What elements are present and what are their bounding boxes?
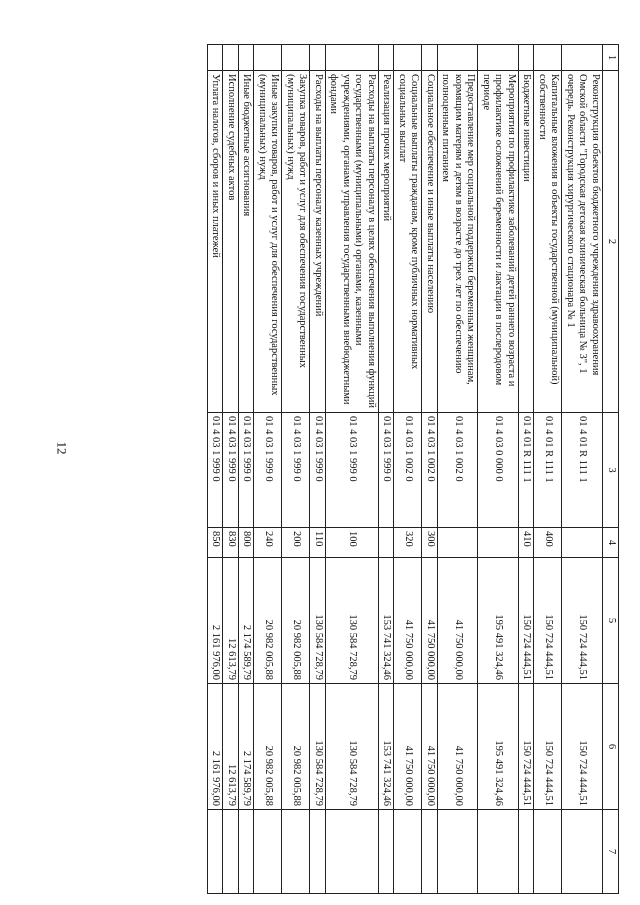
col7-cell	[519, 810, 535, 894]
row-number-cell	[326, 45, 379, 71]
header-row	[603, 45, 619, 894]
target-code-cell: 01 4 03 1 999 0	[310, 413, 326, 528]
item-name-cell: Предоставление мер социальной поддержки беременным женщинам, кормящим матерям и детям в возрасте до трех лет по обеспечению полноценным питанием	[438, 71, 479, 413]
amount-col6-cell: 20 982 005,88	[254, 684, 282, 810]
item-name-cell: Бюджетные инвестиции	[519, 71, 535, 413]
item-name-cell: Иные бюджетные ассигнования	[239, 71, 255, 413]
item-name-cell: Расходы на выплаты персоналу в целях обеспечения выполнения функций государственными (муниципальными) органами, казенными учреждениями, органами управления государственными внебюджетными фондами	[326, 71, 379, 413]
row-number-cell	[438, 45, 479, 71]
expense-type-cell	[438, 528, 479, 558]
col7-cell	[239, 810, 255, 894]
rotated-table-container	[59, 44, 619, 893]
table-row	[310, 45, 326, 894]
header-col-4: 4	[603, 528, 619, 558]
target-code-cell: 01 4 03 1 002 0	[394, 413, 422, 528]
amount-col6-cell: 41 750 000,00	[438, 684, 479, 810]
col7-cell	[326, 810, 379, 894]
budget-table	[207, 44, 619, 894]
expense-type-cell	[379, 528, 395, 558]
expense-type-cell: 240	[254, 528, 282, 558]
row-number-cell	[254, 45, 282, 71]
col7-cell	[310, 810, 326, 894]
amount-col6-cell: 41 750 000,00	[394, 684, 422, 810]
row-number-cell	[239, 45, 255, 71]
table-row	[519, 45, 535, 894]
table-row	[534, 45, 562, 894]
expense-type-cell: 320	[394, 528, 422, 558]
table-row	[326, 45, 379, 894]
amount-col6-cell: 2 174 589,79	[239, 684, 255, 810]
item-name-cell: Закупка товаров, работ и услуг для обеспечения государственных (муниципальных) нужд	[282, 71, 310, 413]
amount-col5-cell: 12 613,79	[223, 558, 239, 684]
amount-col5-cell: 150 724 444,51	[534, 558, 562, 684]
row-number-cell	[562, 45, 603, 71]
target-code-cell: 01 4 01 R 111 1	[519, 413, 535, 528]
amount-col6-cell: 150 724 444,51	[519, 684, 535, 810]
amount-col5-cell: 150 724 444,51	[519, 558, 535, 684]
col7-cell	[438, 810, 479, 894]
item-name-cell: Иные закупки товаров, работ и услуг для обеспечения государственных (муниципальных) нужд	[254, 71, 282, 413]
expense-type-cell: 100	[326, 528, 379, 558]
amount-col5-cell: 130 584 728,79	[310, 558, 326, 684]
amount-col6-cell: 20 982 005,88	[282, 684, 310, 810]
col7-cell	[534, 810, 562, 894]
target-code-cell: 01 4 03 1 999 0	[223, 413, 239, 528]
item-name-cell: Социальное обеспечение и иные выплаты населению	[422, 71, 438, 413]
amount-col5-cell: 130 584 728,79	[326, 558, 379, 684]
amount-col6-cell: 195 491 324,46	[478, 684, 519, 810]
item-name-cell: Социальные выплаты гражданам, кроме публичных нормативных социальных выплат	[394, 71, 422, 413]
row-number-cell	[282, 45, 310, 71]
expense-type-cell: 300	[422, 528, 438, 558]
amount-col5-cell: 2 174 589,79	[239, 558, 255, 684]
expense-type-cell: 850	[208, 528, 224, 558]
amount-col5-cell: 41 750 000,00	[394, 558, 422, 684]
table-row	[239, 45, 255, 894]
amount-col5-cell: 153 741 324,46	[379, 558, 395, 684]
target-code-cell: 01 4 03 1 999 0	[239, 413, 255, 528]
amount-col5-cell: 195 491 324,46	[478, 558, 519, 684]
target-code-cell: 01 4 03 1 002 0	[438, 413, 479, 528]
row-number-cell	[394, 45, 422, 71]
item-name-cell: Капитальные вложения в объекты государственной (муниципальной) собственности	[534, 71, 562, 413]
table-row	[208, 45, 224, 894]
col7-cell	[282, 810, 310, 894]
target-code-cell: 01 4 03 1 999 0	[254, 413, 282, 528]
amount-col5-cell: 20 982 005,88	[254, 558, 282, 684]
table-row	[422, 45, 438, 894]
expense-type-cell	[562, 528, 603, 558]
col7-cell	[254, 810, 282, 894]
row-number-cell	[519, 45, 535, 71]
item-name-cell: Реализация прочих мероприятий	[379, 71, 395, 413]
table-row	[438, 45, 479, 894]
target-code-cell: 01 4 03 1 999 0	[208, 413, 224, 528]
amount-col5-cell: 41 750 000,00	[438, 558, 479, 684]
expense-type-cell: 410	[519, 528, 535, 558]
row-number-cell	[534, 45, 562, 71]
col7-cell	[562, 810, 603, 894]
target-code-cell: 01 4 03 1 999 0	[379, 413, 395, 528]
header-col-5: 5	[603, 558, 619, 684]
amount-col6-cell: 130 584 728,79	[326, 684, 379, 810]
item-name-cell: Реконструкция объектов бюджетного учреждения здравоохранения Омской области "Городская детская клиническая больница № 3", 1 очередь. Реконструкция хирургического стационара № 1	[562, 71, 603, 413]
amount-col6-cell: 150 724 444,51	[534, 684, 562, 810]
col7-cell	[394, 810, 422, 894]
header-col-3: 3	[603, 413, 619, 528]
expense-type-cell: 110	[310, 528, 326, 558]
amount-col6-cell: 150 724 444,51	[562, 684, 603, 810]
header-col-7: 7	[603, 810, 619, 894]
expense-type-cell: 200	[282, 528, 310, 558]
amount-col5-cell: 150 724 444,51	[562, 558, 603, 684]
target-code-cell: 01 4 03 1 999 0	[282, 413, 310, 528]
amount-col5-cell: 41 750 000,00	[422, 558, 438, 684]
expense-type-cell: 400	[534, 528, 562, 558]
col7-cell	[223, 810, 239, 894]
target-code-cell: 01 4 03 1 999 0	[326, 413, 379, 528]
target-code-cell: 01 4 01 R 111 1	[562, 413, 603, 528]
amount-col6-cell: 12 613,79	[223, 684, 239, 810]
header-col-6: 6	[603, 684, 619, 810]
table-row	[254, 45, 282, 894]
expense-type-cell: 800	[239, 528, 255, 558]
item-name-cell: Исполнение судебных актов	[223, 71, 239, 413]
amount-col6-cell: 2 161 976,00	[208, 684, 224, 810]
row-number-cell	[379, 45, 395, 71]
row-number-cell	[478, 45, 519, 71]
target-code-cell: 01 4 01 R 111 1	[534, 413, 562, 528]
table-row	[282, 45, 310, 894]
row-number-cell	[208, 45, 224, 71]
row-number-cell	[422, 45, 438, 71]
table-row	[478, 45, 519, 894]
amount-col6-cell: 41 750 000,00	[422, 684, 438, 810]
amount-col5-cell: 20 982 005,88	[282, 558, 310, 684]
table-row	[223, 45, 239, 894]
page-number: 12	[54, 441, 70, 455]
item-name-cell: Уплата налогов, сборов и иных платежей	[208, 71, 224, 413]
amount-col6-cell: 130 584 728,79	[310, 684, 326, 810]
col7-cell	[379, 810, 395, 894]
header-col-1: 1	[603, 45, 619, 71]
item-name-cell: Расходы на выплаты персоналу казенных учреждений	[310, 71, 326, 413]
header-col-2: 2	[603, 71, 619, 413]
col7-cell	[478, 810, 519, 894]
expense-type-cell: 830	[223, 528, 239, 558]
expense-type-cell	[478, 528, 519, 558]
target-code-cell: 01 4 03 0 000 0	[478, 413, 519, 528]
target-code-cell: 01 4 03 1 002 0	[422, 413, 438, 528]
col7-cell	[208, 810, 224, 894]
item-name-cell: Мероприятия по профилактике заболеваний детей раннего возраста и профилактике осложнений беременности и лактации в послеродовом периоде	[478, 71, 519, 413]
amount-col5-cell: 2 161 976,00	[208, 558, 224, 684]
row-number-cell	[223, 45, 239, 71]
table-row	[379, 45, 395, 894]
col7-cell	[422, 810, 438, 894]
amount-col6-cell: 153 741 324,46	[379, 684, 395, 810]
row-number-cell	[310, 45, 326, 71]
table-row	[562, 45, 603, 894]
table-row	[394, 45, 422, 894]
